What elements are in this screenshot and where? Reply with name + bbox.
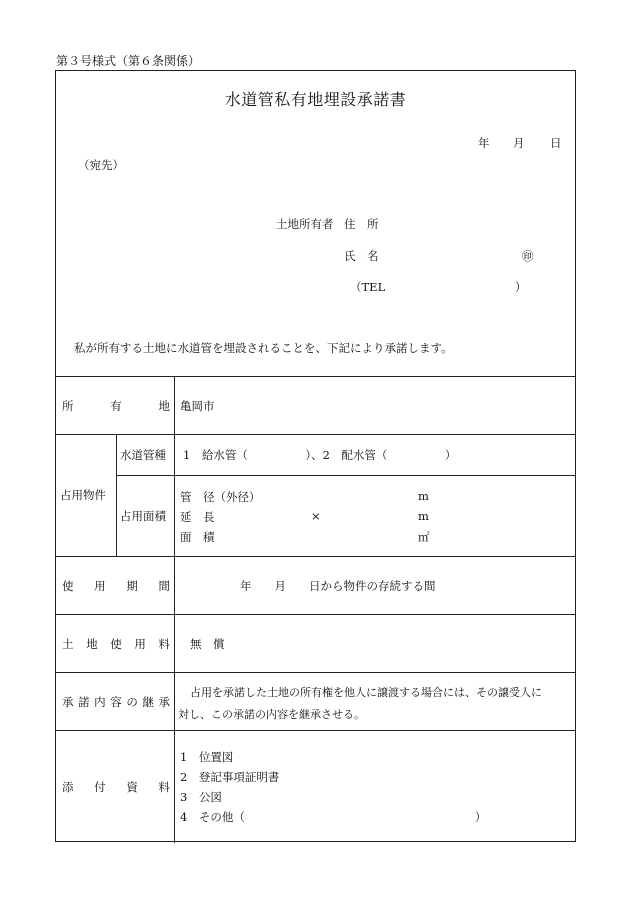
times-sign: × <box>311 509 321 523</box>
period-value: 年 月 日から物件の存続する間 <box>240 579 436 593</box>
date-year: 年 <box>478 136 490 150</box>
label-char: 承 <box>158 695 170 709</box>
fee-label <box>62 636 170 652</box>
pipe-type-label: 水道管種 <box>120 448 166 462</box>
date-day: 日 <box>550 136 562 150</box>
label-char: の <box>126 695 138 709</box>
attachment-item: 3 公図 <box>180 790 222 804</box>
occupancy-sub-divider <box>116 475 575 476</box>
fee-value: 無 償 <box>190 637 225 651</box>
label-char: 土 <box>62 637 74 651</box>
label-char: 有 <box>110 399 122 413</box>
consent-form <box>55 70 576 842</box>
row-divider <box>56 614 575 615</box>
succession-text-line1: 占用を承諾した土地の所有権を他人に譲渡する場合には、その譲受人に <box>190 686 542 699</box>
length-label: 延 長 <box>180 510 215 524</box>
row-divider <box>56 730 575 731</box>
label-char: 内 <box>94 695 106 709</box>
addressee: （宛先） <box>78 158 124 172</box>
diameter-unit: m <box>418 489 429 503</box>
area-size-unit: ㎡ <box>418 530 430 544</box>
succession-label <box>62 694 170 710</box>
length-unit: m <box>418 509 429 523</box>
label-char: 用 <box>134 637 146 651</box>
owner-tel-close: ） <box>515 280 527 294</box>
label-char: 期 <box>126 579 138 593</box>
label-char: 諾 <box>78 695 90 709</box>
owner-role-label: 土地所有者 <box>276 217 334 231</box>
label-char: 継 <box>142 695 154 709</box>
location-value: 亀岡市 <box>180 399 215 413</box>
row-divider <box>56 556 575 557</box>
succession-text-line2: 対し、この承諾の内容を継承させる。 <box>178 708 365 721</box>
occupancy-column-divider <box>116 434 117 556</box>
owner-tel-open: （TEL <box>350 280 386 294</box>
area-size-label: 面 積 <box>180 530 215 544</box>
seal-mark: ㊞ <box>522 249 534 263</box>
label-char: 使 <box>62 579 74 593</box>
label-char: 地 <box>86 637 98 651</box>
row-divider <box>56 434 575 435</box>
label-char: 所 <box>62 399 74 413</box>
attachment-item: 4 その他（ ） <box>180 810 487 824</box>
pipe-type-value: 1 給水管（ ）、2 配水管（ ） <box>183 448 457 462</box>
owner-name-label: 氏 名 <box>344 249 379 263</box>
label-char: 付 <box>94 780 106 794</box>
occupancy-label: 占用物件 <box>60 488 106 502</box>
location-label <box>62 398 170 414</box>
label-char: 用 <box>94 579 106 593</box>
row-divider <box>56 672 575 673</box>
diameter-label: 管 径（外径） <box>180 490 261 504</box>
owner-address-label: 住 所 <box>344 217 379 231</box>
form-number: 第３号様式（第６条関係） <box>56 54 201 68</box>
label-column-divider <box>174 376 175 843</box>
table-top-line <box>56 376 575 377</box>
label-char: 料 <box>158 780 170 794</box>
attachment-item: 2 登記事項証明書 <box>180 770 280 784</box>
label-char: 容 <box>110 695 122 709</box>
consent-statement: 私が所有する土地に水道管を埋設されることを、下記により承諾します。 <box>74 341 453 355</box>
attachments-label <box>62 779 170 795</box>
label-char: 承 <box>62 695 74 709</box>
area-label: 占用面積 <box>120 509 166 523</box>
label-char: 添 <box>62 780 74 794</box>
period-label <box>62 578 170 594</box>
label-char: 地 <box>158 399 170 413</box>
document-title: 水道管私有地埋設承諾書 <box>224 90 407 109</box>
attachment-item: 1 位置図 <box>180 750 234 764</box>
label-char: 資 <box>126 780 138 794</box>
label-char: 間 <box>158 579 170 593</box>
label-char: 料 <box>158 637 170 651</box>
date-month: 月 <box>513 136 525 150</box>
label-char: 使 <box>110 637 122 651</box>
